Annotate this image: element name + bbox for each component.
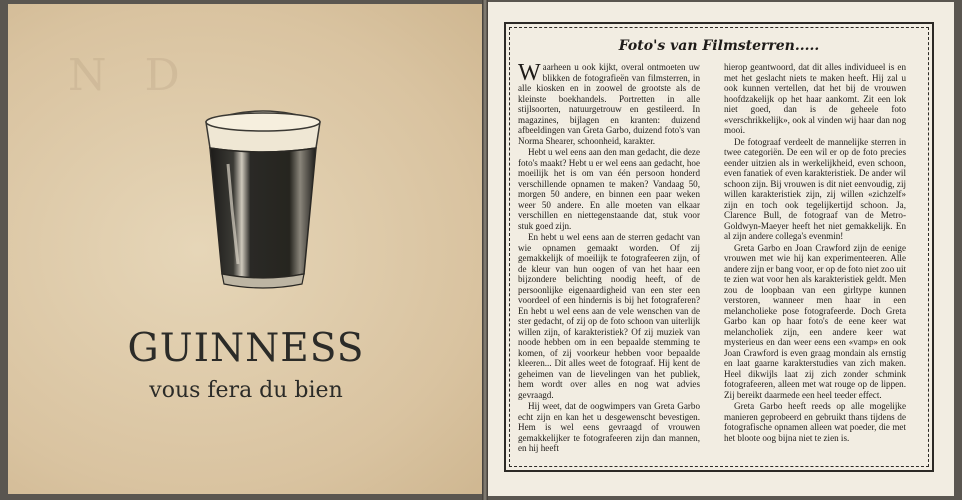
show-through-text: N D [68, 50, 192, 101]
drop-cap: W [518, 60, 541, 86]
paragraph-text: aarheen u ook kijkt, overal ontmoeten uw blikken de fotografieën van filmsterren, in alle kiosken en in zoowel de grootste als de kleinste boekhandels. Portretten in alle stijlsoorten, natuurgetrouw en gestileerd. In magazines, bijlagen en kranten: duizend afbeeldingen van Greta Garbo, duizend foto's van Norma Shearer, schoonheid, karakter. [518, 62, 700, 146]
beer-glass-illustration [198, 104, 328, 289]
article-paragraph: hierop geantwoord, dat dit alles individueel is en met het geslacht niets te maken heeft. Hij zal u ook kunnen vertellen, dat het bij de vrouwen hoofdzakelijk op het haar aankomt. Zit een lok niet goed, dan is de geheele foto «verschrikkelijk», ook al vinden wij haar dan nog mooi. [724, 62, 906, 135]
advertisement-page [8, 4, 484, 494]
brand-tagline: vous fera du bien [149, 378, 343, 403]
article-paragraph: Greta Garbo en Joan Crawford zijn de eenige vrouwen met wie hij kan experimenteeren. Alle andere zijn er bang voor, er op de foto niet zoo uit te zien wat voor hen als karakteristiek geldt. Men zou de loopbaan van een girltype kunnen verstoren, wanneer men haar in een melancholieke pose fotografeerde. Doch Greta Garbo kan op haar foto's de eene keer wat melancholiek zijn, een andere keer wat mysterieus en dan weer eens een «vamp» en ook Joan Crawford is even graag mondain als ernstig en laat gaarne karakterstudies van zich maken. Heel dikwijls laat zij zich zonder schmink fotografeeren, alleen met wat rouge op de lippen. Zij bereikt daarmede een heel teeder effect. [724, 242, 906, 400]
article-column-right [724, 62, 906, 444]
article-paragraph: Hebt u wel eens aan den man gedacht, die deze foto's maakt? Hebt u er wel eens aan gedacht, hoe moeilijk het is om van één persoon honderd verschillende opnamen te maken? Vandaag 50, morgen 50 andere, en binnen een paar weken weer 50 andere. En alle moeten van elkaar verschillen en niettegenstaande dat, stuk voor stuk goed zijn. [518, 147, 700, 231]
article-title: Foto's van Filmsterren..... [618, 38, 820, 54]
article-paragraph: En hebt u wel eens aan de sterren gedacht van wie opnamen gemaakt worden. Of zij gemakkelijk of moeilijk te fotografeeren zijn, of de kleur van hun oogen of van het haar een bijzondere belichting noodig heeft, of de persoonlijke eigenaardigheid van een ster een voordeel of een hindernis is bij het fotograferen? En hebt u wel eens aan de vele wenschen van de ster gedacht, of zij op de foto schoon van uiterlijk willen zijn, of karakteristiek? Of zij muziek van noode hebben om in een bepaalde stemming te komen, of zij voorkeur hebben voor bepaalde kleeren... Dit alles weet de fotograaf. Hij kent de geheimen van de lievelingen van het publiek, hem wordt over alles en nog wat advies gevraagd. [518, 232, 700, 400]
brand-name: GUINNESS [127, 326, 365, 371]
article-column-left [518, 62, 700, 455]
article-page [488, 2, 954, 496]
article-paragraph: Greta Garbo heeft reeds op alle mogelijke manieren geprobeerd en gebruikt thans tijdens de fotografische opnamen alleen wat poeder, die met het bloote oog bijna niet te zien is. [724, 401, 906, 443]
article-paragraph [518, 62, 700, 146]
article-frame [504, 22, 934, 472]
article-paragraph: De fotograaf verdeelt de mannelijke sterren in twee categoriën. De een wil er op de foto precies eender uitzien als in werkelijkheid, even schoon, even fanatiek of even karakteristiek. De ander wil schoon zijn. Bij vrouwen is dit niet eenvoudig, zij willen karakteristiek zijn, zij willen «zichzelf» zijn en toch ook tegelijkertijd schoon. Ja, Clarence Bull, de fotograaf van de Metro-Goldwyn-Maeyer heeft het niet gemakkelijk. En al zijn andere collega's evenmin! [724, 136, 906, 241]
article-paragraph: Hij weet, dat de oogwimpers van Greta Garbo echt zijn en kan het u desgewenscht bevestigen. Hem is wel eens gevraagd of vrouwen gemakkelijker te fotografeeren zijn dan mannen, en hij heeft [518, 401, 700, 453]
